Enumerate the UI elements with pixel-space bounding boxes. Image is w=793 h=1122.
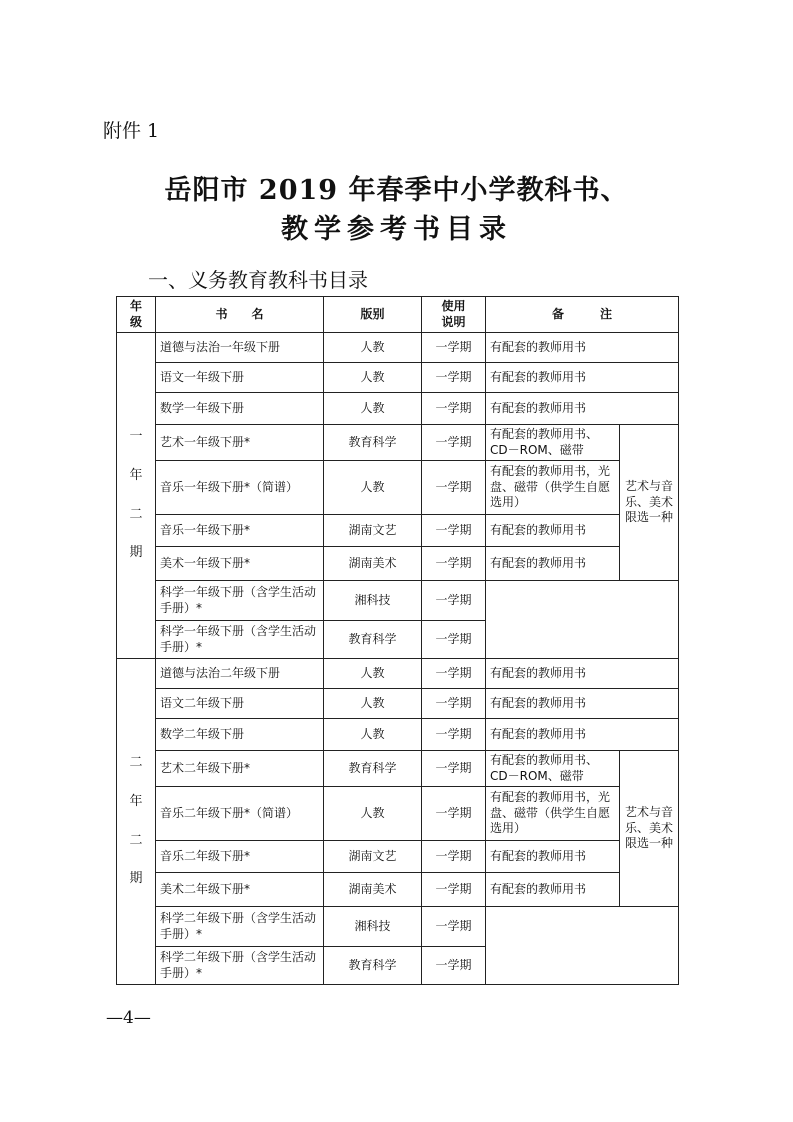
grade-char: 期	[129, 871, 143, 887]
edition-cell: 人教	[324, 461, 422, 515]
edition-cell: 教育科学	[324, 751, 422, 787]
usage-cell: 一学期	[422, 787, 486, 841]
header-grade-line-1: 年	[129, 298, 142, 313]
art-selection-note: 艺术与音乐、美术限选一种	[620, 751, 679, 907]
book-name-cell: 科学一年级下册（含学生活动手册）*	[156, 581, 324, 621]
book-name-cell: 数学二年级下册	[156, 719, 324, 751]
table-row	[117, 461, 679, 515]
book-name-cell: 美术二年级下册*	[156, 873, 324, 907]
usage-cell: 一学期	[422, 461, 486, 515]
usage-cell: 一学期	[422, 907, 486, 947]
edition-cell: 人教	[324, 393, 422, 425]
book-name-cell: 道德与法治二年级下册	[156, 659, 324, 689]
book-name-cell: 科学二年级下册（含学生活动手册）*	[156, 947, 324, 985]
note-cell: 有配套的教师用书	[486, 659, 679, 689]
book-name-cell: 科学二年级下册（含学生活动手册）*	[156, 907, 324, 947]
usage-cell: 一学期	[422, 841, 486, 873]
usage-cell: 一学期	[422, 515, 486, 547]
header-book-name: 书 名	[156, 297, 324, 333]
edition-cell: 人教	[324, 787, 422, 841]
book-name-cell: 艺术二年级下册*	[156, 751, 324, 787]
edition-cell: 人教	[324, 333, 422, 363]
table-row	[117, 841, 679, 873]
section-heading: 一、义务教育教科书目录	[148, 268, 368, 292]
table-row	[117, 907, 679, 947]
header-usage-line-2: 说明	[441, 314, 466, 329]
note-cell: 有配套的教师用书	[486, 689, 679, 719]
edition-cell: 教育科学	[324, 425, 422, 461]
edition-cell: 湘科技	[324, 907, 422, 947]
edition-cell: 教育科学	[324, 947, 422, 985]
table-row	[117, 515, 679, 547]
usage-cell: 一学期	[422, 689, 486, 719]
grade-char: 期	[129, 545, 143, 561]
table-row	[117, 873, 679, 907]
table-row	[117, 547, 679, 581]
edition-cell: 人教	[324, 363, 422, 393]
note-cell: 有配套的教师用书	[486, 515, 620, 547]
header-usage	[422, 297, 486, 333]
note-cell: 有配套的教师用书，光盘、磁带（供学生自愿选用）	[486, 461, 620, 515]
usage-cell: 一学期	[422, 659, 486, 689]
grade-char: 二	[129, 506, 143, 522]
note-cell: 有配套的教师用书	[486, 333, 679, 363]
header-grade	[117, 297, 156, 333]
grade-char: 一	[129, 428, 143, 444]
table-row	[117, 719, 679, 751]
grade-char: 二	[129, 832, 143, 848]
header-grade-line-2: 级	[129, 314, 142, 329]
grade-cell	[117, 333, 156, 659]
note-cell: 有配套的教师用书	[486, 719, 679, 751]
usage-cell: 一学期	[422, 581, 486, 621]
header-edition: 版别	[324, 297, 422, 333]
edition-cell: 人教	[324, 719, 422, 751]
usage-cell: 一学期	[422, 873, 486, 907]
grade-cell	[117, 659, 156, 985]
book-name-cell: 道德与法治一年级下册	[156, 333, 324, 363]
table-row	[117, 751, 679, 787]
usage-cell: 一学期	[422, 621, 486, 659]
header-notes: 备 注	[486, 297, 679, 333]
table-row	[117, 393, 679, 425]
edition-cell: 湘科技	[324, 581, 422, 621]
usage-cell: 一学期	[422, 393, 486, 425]
edition-cell: 湖南美术	[324, 547, 422, 581]
book-name-cell: 音乐一年级下册*	[156, 515, 324, 547]
note-cell: 有配套的教师用书	[486, 873, 620, 907]
book-name-cell: 音乐二年级下册*（简谱）	[156, 787, 324, 841]
edition-cell: 湖南文艺	[324, 515, 422, 547]
note-cell: 有配套的教师用书	[486, 363, 679, 393]
attachment-label: 附件 1	[103, 120, 160, 142]
table-row	[117, 659, 679, 689]
grade-char: 二	[129, 754, 143, 770]
book-name-cell: 科学一年级下册（含学生活动手册）*	[156, 621, 324, 659]
edition-cell: 人教	[324, 659, 422, 689]
table-row	[117, 689, 679, 719]
document-title-line-2: 教学参考书目录	[281, 214, 512, 245]
empty-note-cell	[486, 907, 679, 985]
edition-cell: 教育科学	[324, 621, 422, 659]
edition-cell: 人教	[324, 689, 422, 719]
table-row	[117, 425, 679, 461]
book-name-cell: 音乐一年级下册*（简谱）	[156, 461, 324, 515]
usage-cell: 一学期	[422, 363, 486, 393]
note-cell: 有配套的教师用书、CD－ROM、磁带	[486, 751, 620, 787]
usage-cell: 一学期	[422, 333, 486, 363]
grade-char: 年	[129, 793, 143, 809]
usage-cell: 一学期	[422, 547, 486, 581]
textbook-table	[116, 296, 679, 985]
document-title-line-1: 岳阳市 2019 年春季中小学教科书、	[164, 175, 629, 206]
book-name-cell: 艺术一年级下册*	[156, 425, 324, 461]
table-row	[117, 787, 679, 841]
note-cell: 有配套的教师用书	[486, 841, 620, 873]
usage-cell: 一学期	[422, 947, 486, 985]
header-usage-line-1: 使用	[441, 298, 466, 313]
usage-cell: 一学期	[422, 719, 486, 751]
note-cell: 有配套的教师用书，光盘、磁带（供学生自愿选用）	[486, 787, 620, 841]
note-cell: 有配套的教师用书	[486, 393, 679, 425]
book-name-cell: 数学一年级下册	[156, 393, 324, 425]
edition-cell: 湖南文艺	[324, 841, 422, 873]
usage-cell: 一学期	[422, 751, 486, 787]
note-cell: 有配套的教师用书、CD－ROM、磁带	[486, 425, 620, 461]
book-name-cell: 美术一年级下册*	[156, 547, 324, 581]
empty-note-cell	[486, 581, 679, 659]
edition-cell: 湖南美术	[324, 873, 422, 907]
note-cell: 有配套的教师用书	[486, 547, 620, 581]
book-name-cell: 音乐二年级下册*	[156, 841, 324, 873]
table-header-row	[117, 297, 679, 333]
grade-char: 年	[129, 467, 143, 483]
table-row	[117, 581, 679, 621]
page-number: —4—	[106, 1008, 151, 1028]
art-selection-note: 艺术与音乐、美术限选一种	[620, 425, 679, 581]
usage-cell: 一学期	[422, 425, 486, 461]
book-name-cell: 语文一年级下册	[156, 363, 324, 393]
table-row	[117, 333, 679, 363]
book-name-cell: 语文二年级下册	[156, 689, 324, 719]
table-row	[117, 363, 679, 393]
